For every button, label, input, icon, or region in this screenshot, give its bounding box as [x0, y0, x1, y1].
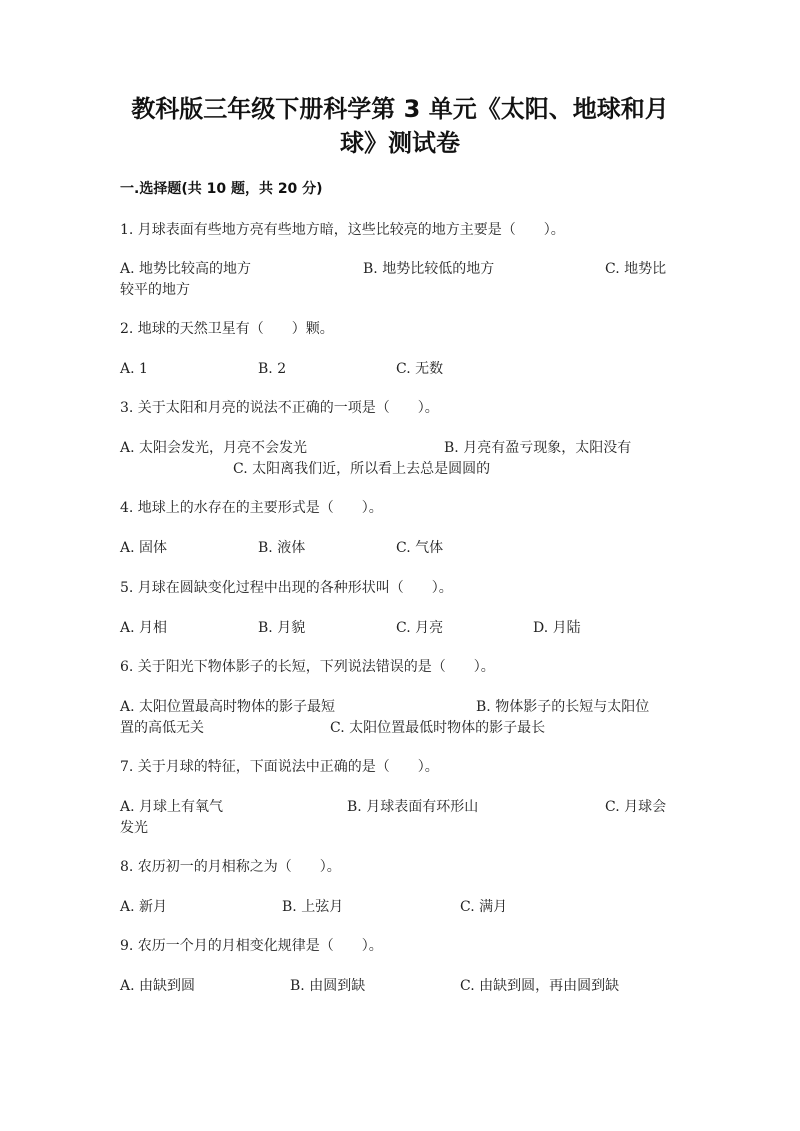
question-3-option-c: C. 太阳离我们近，所以看上去总是圆圆的: [233, 461, 491, 477]
question-2-option-c: C. 无数: [396, 361, 444, 377]
page-title-line-1: 教科版三年级下册科学第 3 单元《太阳、地球和月: [131, 95, 669, 123]
page-title: [100, 92, 700, 160]
question-7-option-a: A. 月球上有氧气: [120, 799, 224, 815]
section-heading: 一.选择题(共 10 题，共 20 分): [120, 181, 323, 197]
question-6-option-c: C. 太阳位置最低时物体的影子最长: [330, 720, 546, 736]
question-8-option-a: A. 新月: [120, 899, 168, 915]
question-7-option-c-cont: 发光: [120, 820, 148, 836]
question-5-option-b: B. 月貌: [258, 620, 306, 636]
question-3-option-a: A. 太阳会发光，月亮不会发光: [120, 440, 308, 456]
question-2-stem: 2. 地球的天然卫星有（ ）颗。: [120, 321, 334, 337]
question-8-option-c: C. 满月: [460, 899, 508, 915]
question-7-option-b: B. 月球表面有环形山: [347, 799, 479, 815]
question-8-option-b: B. 上弦月: [282, 899, 344, 915]
question-6-option-b: B. 物体影子的长短与太阳位: [476, 699, 650, 715]
question-8-stem: 8. 农历初一的月相称之为（ ）。: [120, 859, 341, 875]
question-6-stem: 6. 关于阳光下物体影子的长短，下列说法错误的是（ ）。: [120, 659, 495, 675]
question-2-option-a: A. 1: [120, 361, 148, 377]
question-4-stem: 4. 地球上的水存在的主要形式是（ ）。: [120, 500, 383, 516]
question-1-option-c: C. 地势比: [605, 261, 667, 277]
question-9-option-b: B. 由圆到缺: [290, 978, 366, 994]
question-4-option-b: B. 液体: [258, 540, 306, 556]
question-5-option-d: D. 月陆: [533, 620, 581, 636]
question-2-option-b: B. 2: [258, 361, 287, 377]
question-5-stem: 5. 月球在圆缺变化过程中出现的各种形状叫（ ）。: [120, 580, 453, 596]
question-4-option-c: C. 气体: [396, 540, 444, 556]
question-1-stem: 1. 月球表面有些地方亮有些地方暗，这些比较亮的地方主要是（ ）。: [120, 222, 565, 238]
question-1-option-a: A. 地势比较高的地方: [120, 261, 252, 277]
question-7-stem: 7. 关于月球的特征，下面说法中正确的是（ ）。: [120, 759, 439, 775]
question-5-option-c: C. 月亮: [396, 620, 444, 636]
question-9-option-c: C. 由缺到圆，再由圆到缺: [460, 978, 620, 994]
question-1-option-c-cont: 较平的地方: [120, 282, 190, 298]
question-9-stem: 9. 农历一个月的月相变化规律是（ ）。: [120, 938, 383, 954]
question-6-option-a: A. 太阳位置最高时物体的影子最短: [120, 699, 336, 715]
question-7-option-c: C. 月球会: [605, 799, 667, 815]
question-3-stem: 3. 关于太阳和月亮的说法不正确的一项是（ ）。: [120, 400, 439, 416]
question-5-option-a: A. 月相: [120, 620, 168, 636]
question-9-option-a: A. 由缺到圆: [120, 978, 196, 994]
question-3-option-b: B. 月亮有盈亏现象，太阳没有: [444, 440, 632, 456]
question-1-option-b: B. 地势比较低的地方: [363, 261, 495, 277]
question-6-option-b-cont: 置的高低无关: [120, 720, 204, 736]
question-4-option-a: A. 固体: [120, 540, 168, 556]
page-title-line-2: 球》测试卷: [340, 129, 460, 157]
